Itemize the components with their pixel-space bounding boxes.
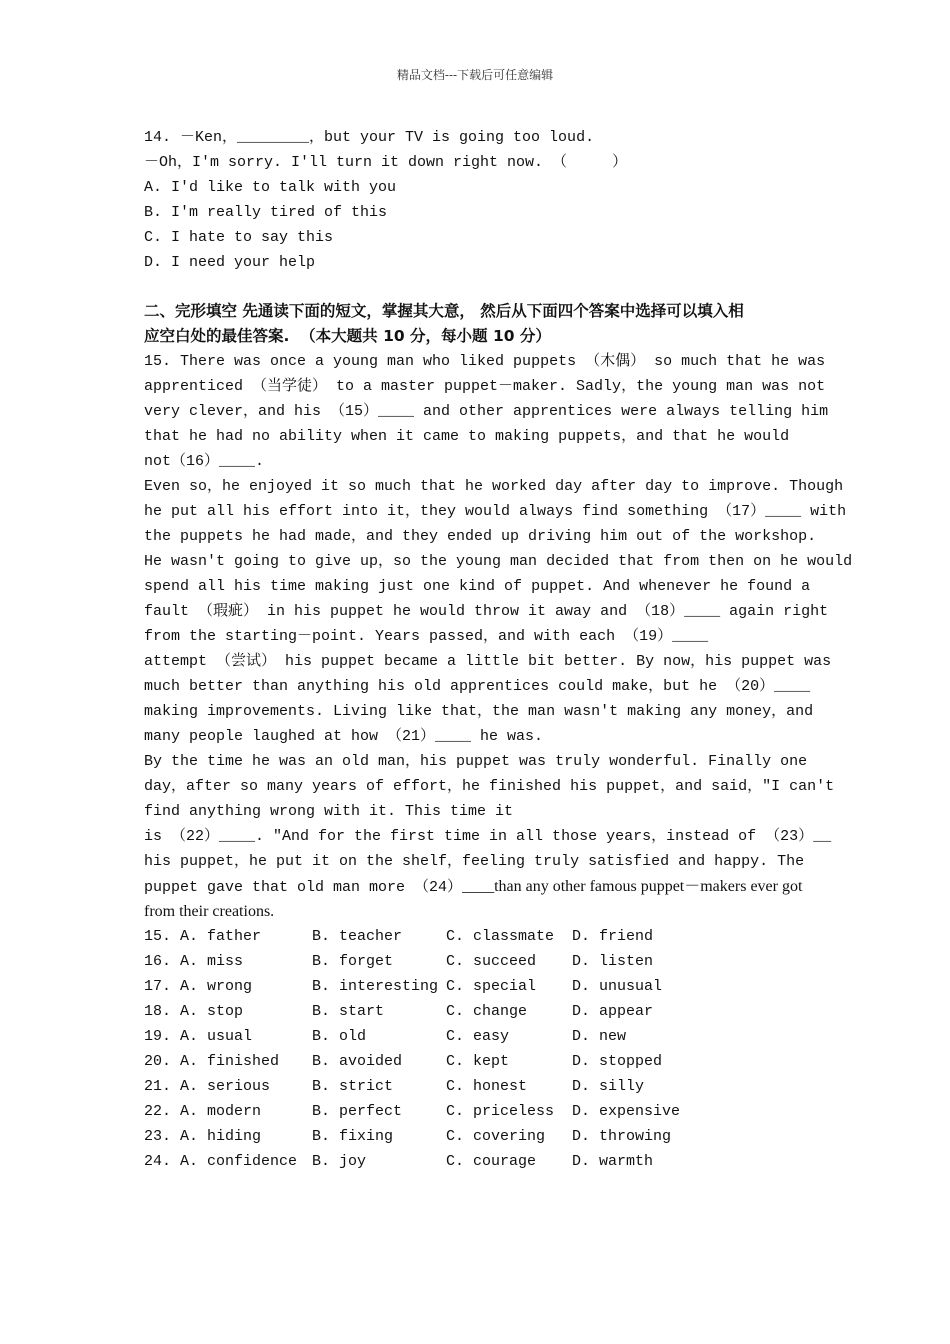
passage-line-mixed (144, 874, 814, 899)
option-d: D. friend (572, 928, 654, 945)
q14-option-a: A. I'd like to talk with you (144, 179, 397, 196)
option-b: B. interesting (312, 978, 439, 995)
passage-line: attempt （尝试） his puppet became a little bit better. By now，his puppet was (144, 653, 832, 670)
section-heading-line-1: 二、完形填空 先通读下面的短文，掌握其大意， 然后从下面四个答案中选择可以填入相 (144, 302, 744, 320)
option-b: B. old (312, 1028, 367, 1045)
option-row-19 (144, 1024, 814, 1049)
option-d: D. new (572, 1028, 627, 1045)
passage-line: his puppet，he put it on the shelf，feeling truly satisfied and happy. The (144, 853, 805, 870)
option-d: D. silly (572, 1078, 645, 1095)
option-row-24 (144, 1149, 814, 1174)
passage-line: is （22）____. "And for the first time in all those years，instead of （23）__ (144, 828, 832, 845)
option-d: D. listen (572, 953, 654, 970)
option-c: C. change (446, 1003, 528, 1020)
q14-option-c: C. I hate to say this (144, 229, 334, 246)
option-row-23 (144, 1124, 814, 1149)
option-a: 21. A. serious (144, 1078, 271, 1095)
option-c: C. covering (446, 1128, 546, 1145)
option-row-20 (144, 1049, 814, 1074)
passage-line: many people laughed at how （21）____ he was. (144, 728, 544, 745)
option-d: D. stopped (572, 1053, 663, 1070)
option-c: C. honest (446, 1078, 528, 1095)
option-b: B. teacher (312, 928, 403, 945)
option-c: C. kept (446, 1053, 510, 1070)
cloze-passage (144, 349, 853, 924)
passage-line: much better than anything his old apprentices could make，but he （20）____ (144, 678, 811, 695)
option-row-18 (144, 999, 814, 1024)
option-b: B. start (312, 1003, 385, 1020)
option-a: 22. A. modern (144, 1103, 262, 1120)
option-row-16 (144, 949, 814, 974)
q14-stem-line-1: 14. －Ken，________，but your TV is going too loud. (144, 129, 595, 146)
option-b: B. perfect (312, 1103, 403, 1120)
option-b: B. avoided (312, 1053, 403, 1070)
q14-stem-line-2: －Oh，I'm sorry. I'll turn it down right now. （ ） (144, 154, 628, 171)
passage-line: fault （瑕疵） in his puppet he would throw it away and （18）____ again right (144, 603, 829, 620)
page-header: 精品文档---下载后可任意编辑 (396, 68, 554, 82)
option-row-22 (144, 1099, 814, 1124)
passage-line: spend all his time making just one kind of puppet. And whenever he found a (144, 578, 811, 595)
passage-line: apprenticed （当学徒） to a master puppet－maker. Sadly，the young man was not (144, 378, 826, 395)
passage-mixed-mono: puppet gave that old man more （24） (144, 879, 463, 896)
passage-line: making improvements. Living like that，the man wasn't making any money，and (144, 703, 814, 720)
option-c: C. easy (446, 1028, 510, 1045)
option-row-17 (144, 974, 814, 999)
option-d: D. unusual (572, 978, 663, 995)
section-spacer (144, 275, 814, 299)
option-a: 17. A. wrong (144, 978, 253, 995)
option-row-21 (144, 1074, 814, 1099)
option-c: C. special (446, 978, 537, 995)
option-a: 23. A. hiding (144, 1128, 262, 1145)
q14-option-b: B. I'm really tired of this (144, 204, 388, 221)
section-2-heading (144, 299, 814, 349)
passage-line: By the time he was an old man，his puppet was truly wonderful. Finally one (144, 753, 808, 770)
option-a: 18. A. stop (144, 1003, 244, 1020)
question-14 (144, 125, 814, 275)
option-b: B. joy (312, 1153, 367, 1170)
answer-options (144, 924, 814, 1174)
section-heading-line-2: 应空白处的最佳答案. （本大题共 10 分，每小题 10 分） (144, 327, 551, 345)
passage-line: very clever，and his （15）____ and other apprentices were always telling him (144, 403, 829, 420)
option-a: 19. A. usual (144, 1028, 253, 1045)
option-d: D. warmth (572, 1153, 654, 1170)
option-c: C. succeed (446, 953, 537, 970)
passage-line-last: from their creations. (144, 903, 275, 920)
option-b: B. forget (312, 953, 394, 970)
passage-line: the puppets he had made，and they ended up driving him out of the workshop. (144, 528, 817, 545)
option-c: C. priceless (446, 1103, 555, 1120)
passage-line: day，after so many years of effort，he finished his puppet，and said，"I can't (144, 778, 835, 795)
option-b: B. fixing (312, 1128, 394, 1145)
passage-line: find anything wrong with it. This time it (144, 803, 514, 820)
passage-line: 15. There was once a young man who liked puppets （木偶） so much that he was (144, 353, 826, 370)
option-c: C. classmate (446, 928, 555, 945)
passage-line: from the starting－point. Years passed，and with each （19）____ (144, 628, 709, 645)
option-c: C. courage (446, 1153, 537, 1170)
option-d: D. expensive (572, 1103, 681, 1120)
passage-line: not（16）____. (144, 453, 265, 470)
option-d: D. throwing (572, 1128, 672, 1145)
option-a: 20. A. finished (144, 1053, 280, 1070)
option-a: 15. A. father (144, 928, 262, 945)
document-body (144, 125, 853, 1174)
passage-line: that he had no ability when it came to making puppets，and that he would (144, 428, 790, 445)
q14-option-d: D. I need your help (144, 254, 316, 271)
option-a: 16. A. miss (144, 953, 244, 970)
passage-line: he put all his effort into it，they would always find something （17）____ with (144, 503, 847, 520)
option-row-15 (144, 924, 814, 949)
passage-line: He wasn't going to give up，so the young man decided that from then on he would (144, 553, 853, 570)
option-a: 24. A. confidence (144, 1153, 298, 1170)
option-b: B. strict (312, 1078, 394, 1095)
passage-mixed-serif: ____than any other famous puppet－makers ever got (462, 878, 803, 895)
passage-line: Even so，he enjoyed it so much that he worked day after day to improve. Though (144, 478, 844, 495)
option-d: D. appear (572, 1003, 654, 1020)
